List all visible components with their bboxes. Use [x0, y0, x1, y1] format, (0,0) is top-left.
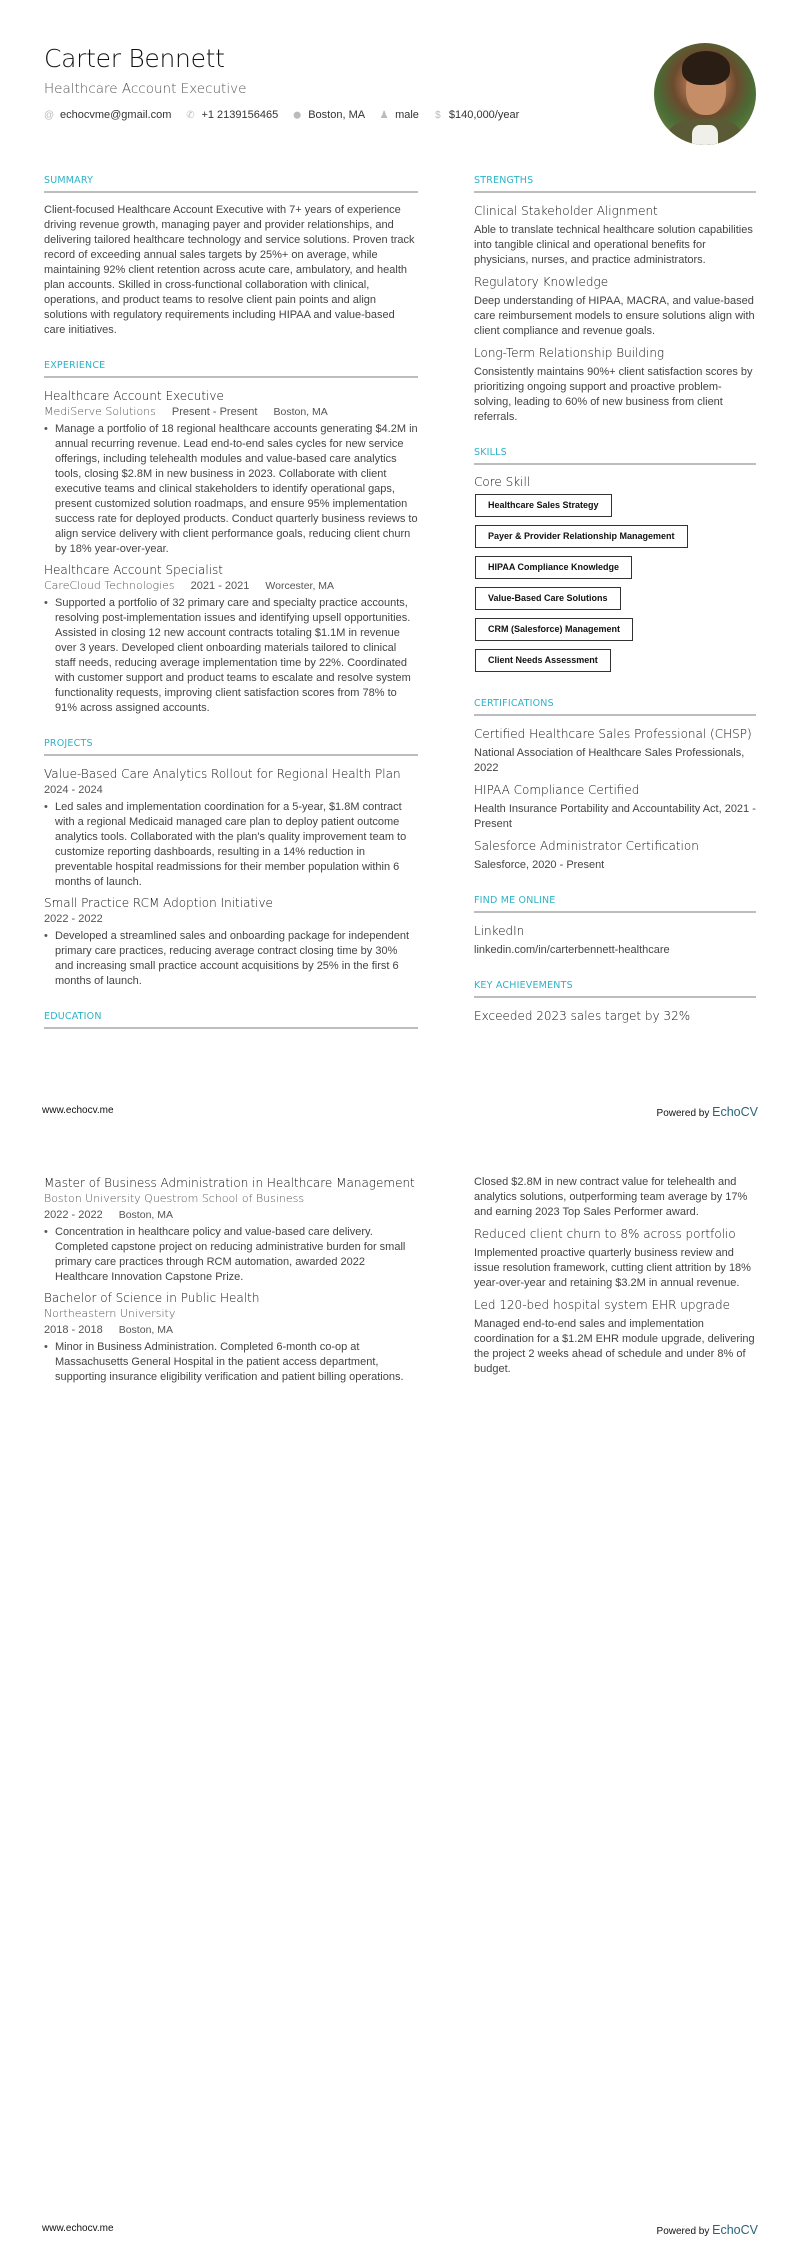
strength-desc: Deep understanding of HIPAA, MACRA, and value-based care reimbursement models to ensure solutions align with client compliance and revenue goals.: [474, 295, 755, 337]
right-column: [474, 1175, 756, 1383]
achievement-title: Exceeded 2023 sales target by 32%: [474, 1009, 691, 1023]
skill-tag: Value-Based Care Solutions: [475, 587, 621, 610]
education-meta: [44, 1207, 418, 1223]
online-item: [474, 923, 756, 958]
salary-icon: $: [435, 109, 441, 121]
section-divider: [44, 1027, 418, 1029]
certification-desc: Salesforce, 2020 - Present: [474, 859, 605, 871]
project-date-range: 2024 - 2024: [44, 784, 103, 796]
education-section-header: [44, 1011, 418, 1029]
job-bullet: [44, 596, 418, 716]
key-achievements-section: [474, 980, 756, 1024]
footer-site-link[interactable]: www.echocv.me: [42, 2223, 114, 2234]
achievement-item: [474, 1226, 756, 1291]
section-divider: [44, 191, 418, 193]
candidate-title: Healthcare Account Executive: [44, 81, 247, 97]
summary-section: [44, 175, 418, 338]
achievement-title: Reduced client churn to 8% across portfolio: [474, 1227, 736, 1241]
school-label: Northeastern University: [44, 1307, 176, 1320]
education-dates: 2022 - 2022: [44, 1209, 103, 1221]
skill-group-title: Core Skill: [474, 475, 531, 489]
project-bullet: [44, 929, 418, 989]
experience-item: [44, 562, 418, 716]
powered-by-label: Powered by: [656, 1108, 710, 1119]
education-location: Boston, MA: [118, 1209, 173, 1221]
degree-title: Master of Business Administration in Healthcare Management: [44, 1176, 415, 1190]
footer-powered-by: [657, 2223, 758, 2237]
bullet-icon: •: [44, 1226, 48, 1238]
candidate-name: Carter Bennett: [44, 44, 225, 73]
skill-tag: Client Needs Assessment: [475, 649, 611, 672]
linkedin-link[interactable]: linkedin.com/in/carterbennett-healthcare: [474, 944, 670, 956]
bullet-icon: •: [44, 423, 48, 435]
bullet-text: Supported a portfolio of 32 primary care and specialty practice accounts, resolving post-implementation issues and identifying upsell opportunities. Assisted in closing 12 new account contracts totaling $1.1M in revenue over 3 years. Developed client onboarding materials tailored to clinical staff needs, reducing average implementation time by 22%. Coordinated with customer support and product teams to escalate and resolve system functionality requests, improving client satisfaction scores from 78% to 91% across assigned accounts.: [55, 597, 411, 714]
experience-section: [44, 360, 418, 716]
skill-tag: HIPAA Compliance Knowledge: [475, 556, 632, 579]
bullet-icon: •: [44, 801, 48, 813]
job-location: Worcester, MA: [265, 580, 335, 592]
strengths-section: [474, 175, 756, 425]
page-footer: [0, 2223, 794, 2243]
strength-item: [474, 203, 756, 268]
strength-title: Long-Term Relationship Building: [474, 346, 665, 360]
gender-value: male: [395, 109, 419, 121]
skill-tags: [474, 494, 756, 680]
footer-powered-by: [657, 1105, 758, 1119]
summary-text: Client-focused Healthcare Account Executive with 7+ years of experience driving revenue growth, managing payer and provider relationships, and delivering tailored healthcare technology and service solutions. Proven track record of exceeding annual sales targets by 25%+ on average, while maintaining 92% client retention across acute care, ambulatory, and health plan accounts. Skilled in cross-functional collaboration with clinical, operations, and product teams to resolve client pain points and align solutions with regulatory requirements including HIPAA and value-based care initiatives.: [44, 204, 415, 336]
powered-by-label: Powered by: [656, 2226, 710, 2237]
project-bullet: [44, 800, 418, 890]
school-label: Boston University Questrom School of Business: [44, 1192, 305, 1205]
avatar-tee: [692, 125, 718, 145]
email-value: echocvme@gmail.com: [60, 109, 172, 121]
certification-title: Salesforce Administrator Certification: [474, 839, 699, 853]
section-heading-strengths: STRENGTHS: [474, 175, 534, 186]
achievement-desc: Managed end-to-end sales and implementation coordination for a $1.2M EHR module upgrade, delivering the project 2 weeks ahead of schedule and under 8% of budget.: [474, 1318, 755, 1375]
section-heading-experience: EXPERIENCE: [44, 360, 106, 371]
job-location: Boston, MA: [273, 406, 328, 418]
location-pin-icon: ⬤: [293, 112, 302, 119]
achievement-item: [474, 1297, 756, 1377]
job-title: Healthcare Account Executive: [44, 389, 224, 403]
at-icon: @: [44, 109, 55, 121]
left-column: [44, 175, 418, 1039]
section-heading-summary: SUMMARY: [44, 175, 94, 186]
section-heading-online: FIND ME ONLINE: [474, 895, 556, 906]
skill-tag: CRM (Salesforce) Management: [475, 618, 633, 641]
left-column: [44, 1175, 418, 1390]
bullet-text: Led sales and implementation coordination for a 5-year, $1.8M contract with a regional Medicaid managed care plan to deploy patient outcome analytics tools. Collaborated with the plan's quality improvement team to customize reporting dashboards, resulting in a 14% reduction in preventable hospital readmissions for their member population within 6 months of launch.: [55, 801, 407, 888]
avatar-hair: [682, 51, 730, 85]
section-divider: [474, 911, 756, 913]
contact-location: [292, 109, 365, 121]
bullet-icon: •: [44, 597, 48, 609]
achievement-title: Led 120-bed hospital system EHR upgrade: [474, 1298, 730, 1312]
skill-tag: Payer & Provider Relationship Management: [475, 525, 688, 548]
project-title: Small Practice RCM Adoption Initiative: [44, 896, 273, 910]
avatar: [654, 43, 756, 145]
degree-title: Bachelor of Science in Public Health: [44, 1291, 260, 1305]
education-item: [44, 1290, 418, 1385]
education-item: [44, 1175, 418, 1285]
certification-title: HIPAA Compliance Certified: [474, 783, 640, 797]
contact-row: [44, 109, 624, 121]
section-divider: [44, 376, 418, 378]
achievement-desc: Implemented proactive quarterly business review and issue resolution framework, cutting client attrition by 18% year-over-year and retaining $3.2M in annual revenue.: [474, 1247, 751, 1289]
job-dates: 2021 - 2021: [190, 580, 250, 592]
resume-header: [44, 44, 624, 121]
section-heading-education: EDUCATION: [44, 1011, 102, 1022]
phone-icon: ✆: [186, 109, 195, 121]
achievement-desc: Closed $2.8M in new contract value for telehealth and analytics solutions, outperforming team average by 17% and earning 2023 Top Sales Performer award.: [474, 1176, 748, 1218]
skill-tag: Healthcare Sales Strategy: [475, 494, 612, 517]
certification-desc: National Association of Healthcare Sales Professionals, 2022: [474, 747, 745, 774]
certification-item: [474, 838, 756, 873]
echocv-brand-logo[interactable]: EchoCV: [712, 1105, 758, 1119]
contact-phone[interactable]: [185, 109, 278, 121]
certifications-section: [474, 698, 756, 873]
phone-value: +1 2139156465: [201, 109, 279, 121]
strength-desc: Consistently maintains 90%+ client satisfaction scores by prioritizing ongoing support and proactive problem-solving, leading to 60% of new business from client referrals.: [474, 366, 753, 423]
education-meta: [44, 1322, 418, 1338]
project-dates: [44, 782, 418, 798]
certification-desc: Health Insurance Portability and Accountability Act, 2021 - Present: [474, 803, 756, 830]
contact-salary: [433, 109, 519, 121]
strength-title: Regulatory Knowledge: [474, 275, 609, 289]
section-heading-skills: SKILLS: [474, 447, 507, 458]
strength-item: [474, 274, 756, 339]
resume-page-2: [0, 1123, 794, 2246]
strength-item: [474, 345, 756, 425]
section-divider: [474, 996, 756, 998]
projects-section: [44, 738, 418, 989]
location-value: Boston, MA: [308, 109, 366, 121]
contact-gender: [379, 109, 419, 121]
certification-item: [474, 726, 756, 776]
skills-section: [474, 447, 756, 680]
bullet-text: Concentration in healthcare policy and value-based care delivery. Completed capstone project on reducing administrative burden for small primary care practices through RCM automation, awarded 2022 Healthcare Innovation Capstone Prize.: [55, 1226, 406, 1283]
education-location: Boston, MA: [118, 1324, 173, 1336]
job-meta: [44, 578, 418, 594]
salary-value: $140,000/year: [448, 109, 520, 121]
school-name: [44, 1191, 418, 1207]
bullet-text: Minor in Business Administration. Completed 6-month co-op at Massachusetts General Hospital in the patient access department, supporting insurance eligibility verification and patient billing operations.: [55, 1341, 404, 1383]
project-dates: [44, 911, 418, 927]
bullet-icon: •: [44, 930, 48, 942]
section-divider: [474, 714, 756, 716]
certification-item: [474, 782, 756, 832]
find-me-online-section: [474, 895, 756, 958]
section-heading-certifications: CERTIFICATIONS: [474, 698, 554, 709]
project-item: [44, 895, 418, 989]
footer-site-link[interactable]: www.echocv.me: [42, 1105, 114, 1116]
strength-title: Clinical Stakeholder Alignment: [474, 204, 658, 218]
section-heading-projects: PROJECTS: [44, 738, 93, 749]
job-dates: Present - Present: [171, 406, 258, 418]
job-title: Healthcare Account Specialist: [44, 563, 224, 577]
section-divider: [474, 463, 756, 465]
section-heading-achievements: KEY ACHIEVEMENTS: [474, 980, 573, 991]
section-divider: [474, 191, 756, 193]
bullet-text: Manage a portfolio of 18 regional healthcare accounts generating $4.2M in annual recurring revenue. Lead end-to-end sales cycles for new service offerings, including telehealth modules and value-based care analytics tools, closing $2.8M in new business in 2023. Collaborate with client executive teams and clinical stakeholders to identify operational gaps, present customized solution roadmaps, and ensure 95% implementation success rate for deployed products. Conduct quarterly business reviews to align service delivery with client performance goals, reducing client churn by 18% year-over-year.: [55, 423, 418, 555]
project-title: Value-Based Care Analytics Rollout for Regional Health Plan: [44, 767, 401, 781]
company-name: CareCloud Technologies: [44, 579, 175, 592]
strength-desc: Able to translate technical healthcare solution capabilities into tangible clinical and operational benefits for physicians, nurses, and practice administrators.: [474, 224, 753, 266]
education-bullet: [44, 1340, 418, 1385]
certification-title: Certified Healthcare Sales Professional (CHSP): [474, 727, 752, 741]
job-bullet: [44, 422, 418, 557]
section-divider: [44, 754, 418, 756]
bullet-text: Developed a streamlined sales and onboarding package for independent primary care practices, reducing average contract closing time by 30% and increasing small practice account acquisitions by 25% in the first 6 months of launch.: [55, 930, 410, 987]
bullet-icon: •: [44, 1341, 48, 1353]
education-dates: 2018 - 2018: [44, 1324, 103, 1336]
experience-item: [44, 388, 418, 557]
job-meta: [44, 404, 418, 420]
online-platform: LinkedIn: [474, 924, 525, 938]
echocv-brand-logo[interactable]: EchoCV: [712, 2223, 758, 2237]
education-bullet: [44, 1225, 418, 1285]
person-icon: ♟: [379, 109, 389, 121]
project-item: [44, 766, 418, 890]
project-date-range: 2022 - 2022: [44, 913, 103, 925]
right-column: [474, 175, 756, 1028]
school-name: [44, 1306, 418, 1322]
company-name: MediServe Solutions: [44, 405, 156, 418]
contact-email[interactable]: [44, 109, 171, 121]
page-footer: [0, 1105, 794, 1125]
